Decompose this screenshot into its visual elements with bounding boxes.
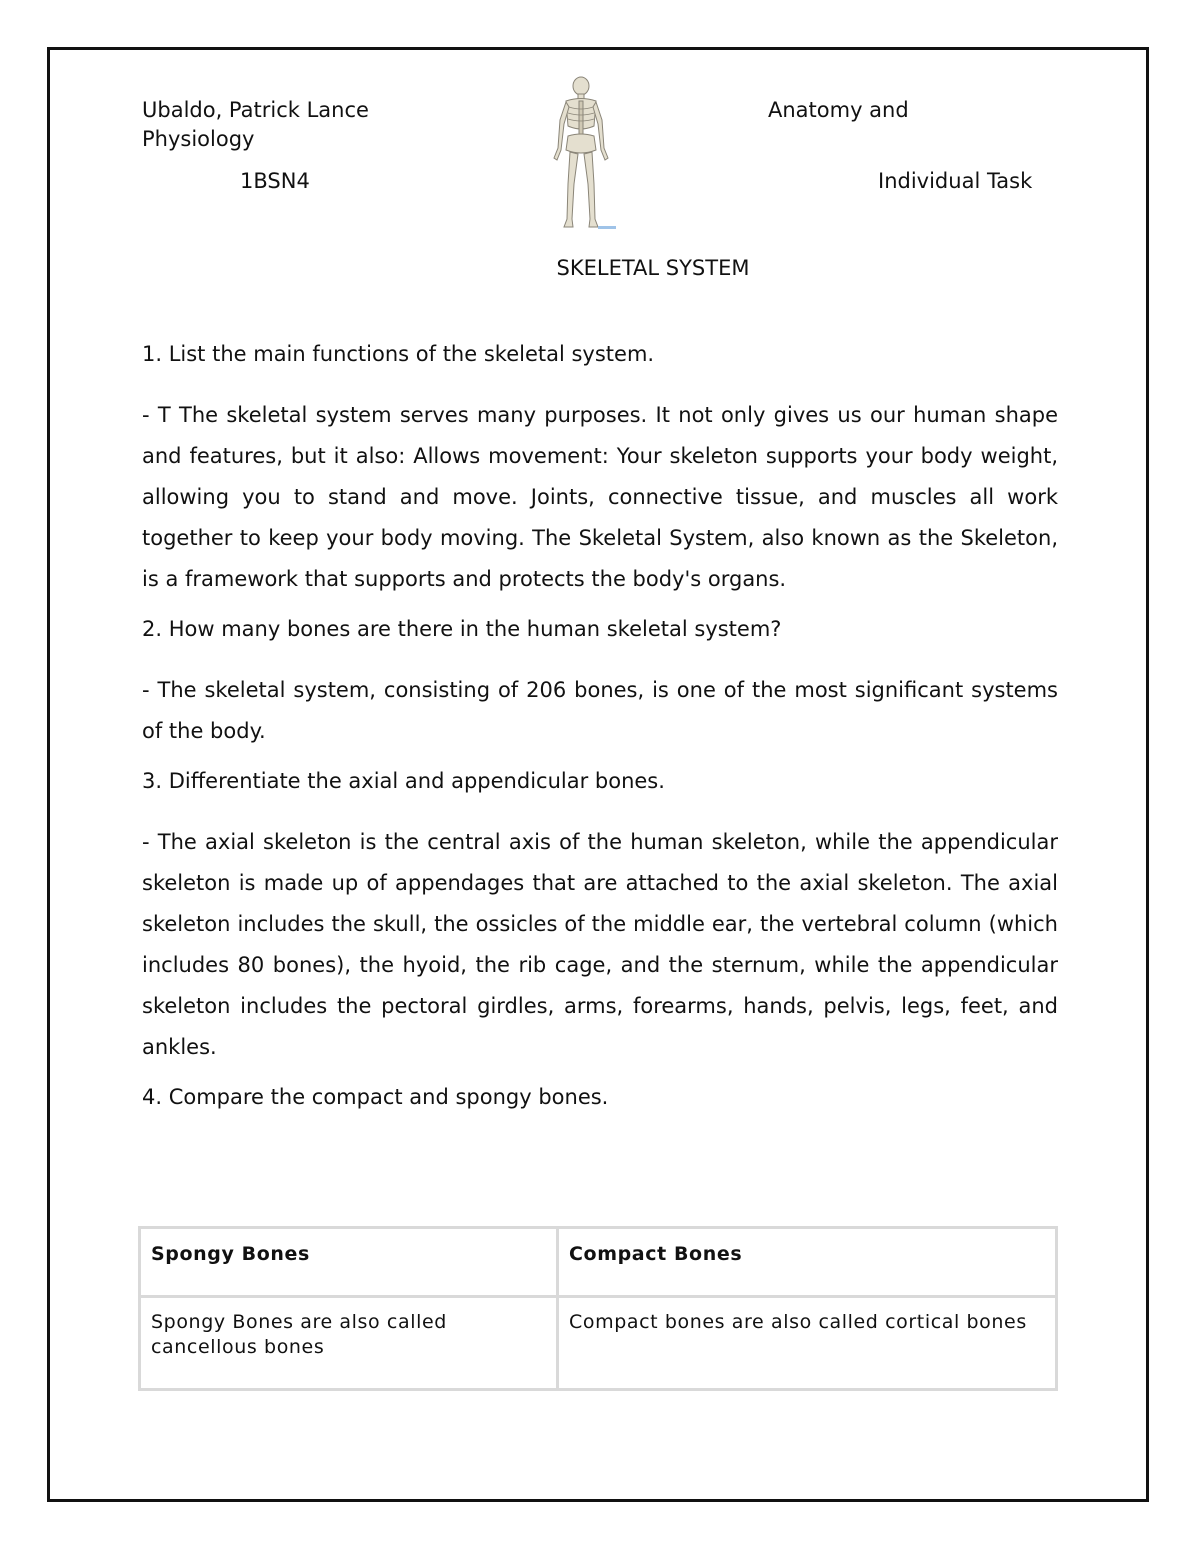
author-name: Ubaldo, Patrick Lance: [142, 98, 369, 122]
question-3: 3. Differentiate the axial and appendicular bones.: [142, 769, 665, 793]
watermark-mark: [598, 226, 616, 229]
table-header-row: [140, 1228, 1057, 1297]
answer-2: - The skeletal system, consisting of 206 bones, is one of the most significant systems of the body.: [142, 678, 1058, 743]
table-header-spongy: Spongy Bones: [140, 1228, 558, 1297]
content-body: [142, 340, 1058, 1111]
skeleton-illustration: [536, 74, 628, 234]
table-header-compact: Compact Bones: [558, 1228, 1057, 1297]
comparison-table: [138, 1226, 1058, 1391]
answer-1: - T The skeletal system serves many purposes. It not only gives us our human shape and features, but it also: Allows movement: Your skeleton supports your body weight, allowing you to stand and move. Joints, connective tissue, and muscles all work together to keep your body moving. The Skeletal System, also known as the Skeleton, is a framework that supports and protects the body's organs.: [142, 403, 1058, 591]
table-cell-compact: Compact bones are also called cortical bones: [558, 1297, 1057, 1390]
question-2: 2. How many bones are there in the human skeletal system?: [142, 617, 782, 641]
table-cell-spongy: Spongy Bones are also called cancellous bones: [140, 1297, 558, 1390]
table-row: [140, 1297, 1057, 1390]
task-label: Individual Task: [878, 169, 1033, 193]
document-title: SKELETAL SYSTEM: [556, 256, 750, 280]
subject-line-2: Physiology: [142, 127, 255, 151]
question-1: 1. List the main functions of the skeletal system.: [142, 342, 655, 366]
answer-3: - The axial skeleton is the central axis of the human skeleton, while the appendicular skeleton is made up of appendages that are attached to the axial skeleton. The axial skeleton includes the skull, the ossicles of the middle ear, the vertebral column (which includes 80 bones), the hyoid, the rib cage, and the sternum, while the appendicular skeleton includes the pectoral girdles, arms, forearms, hands, pelvis, legs, feet, and ankles.: [142, 830, 1058, 1059]
section-label: 1BSN4: [240, 169, 310, 193]
subject-line-1: Anatomy and: [768, 98, 909, 122]
question-4: 4. Compare the compact and spongy bones.: [142, 1085, 609, 1109]
